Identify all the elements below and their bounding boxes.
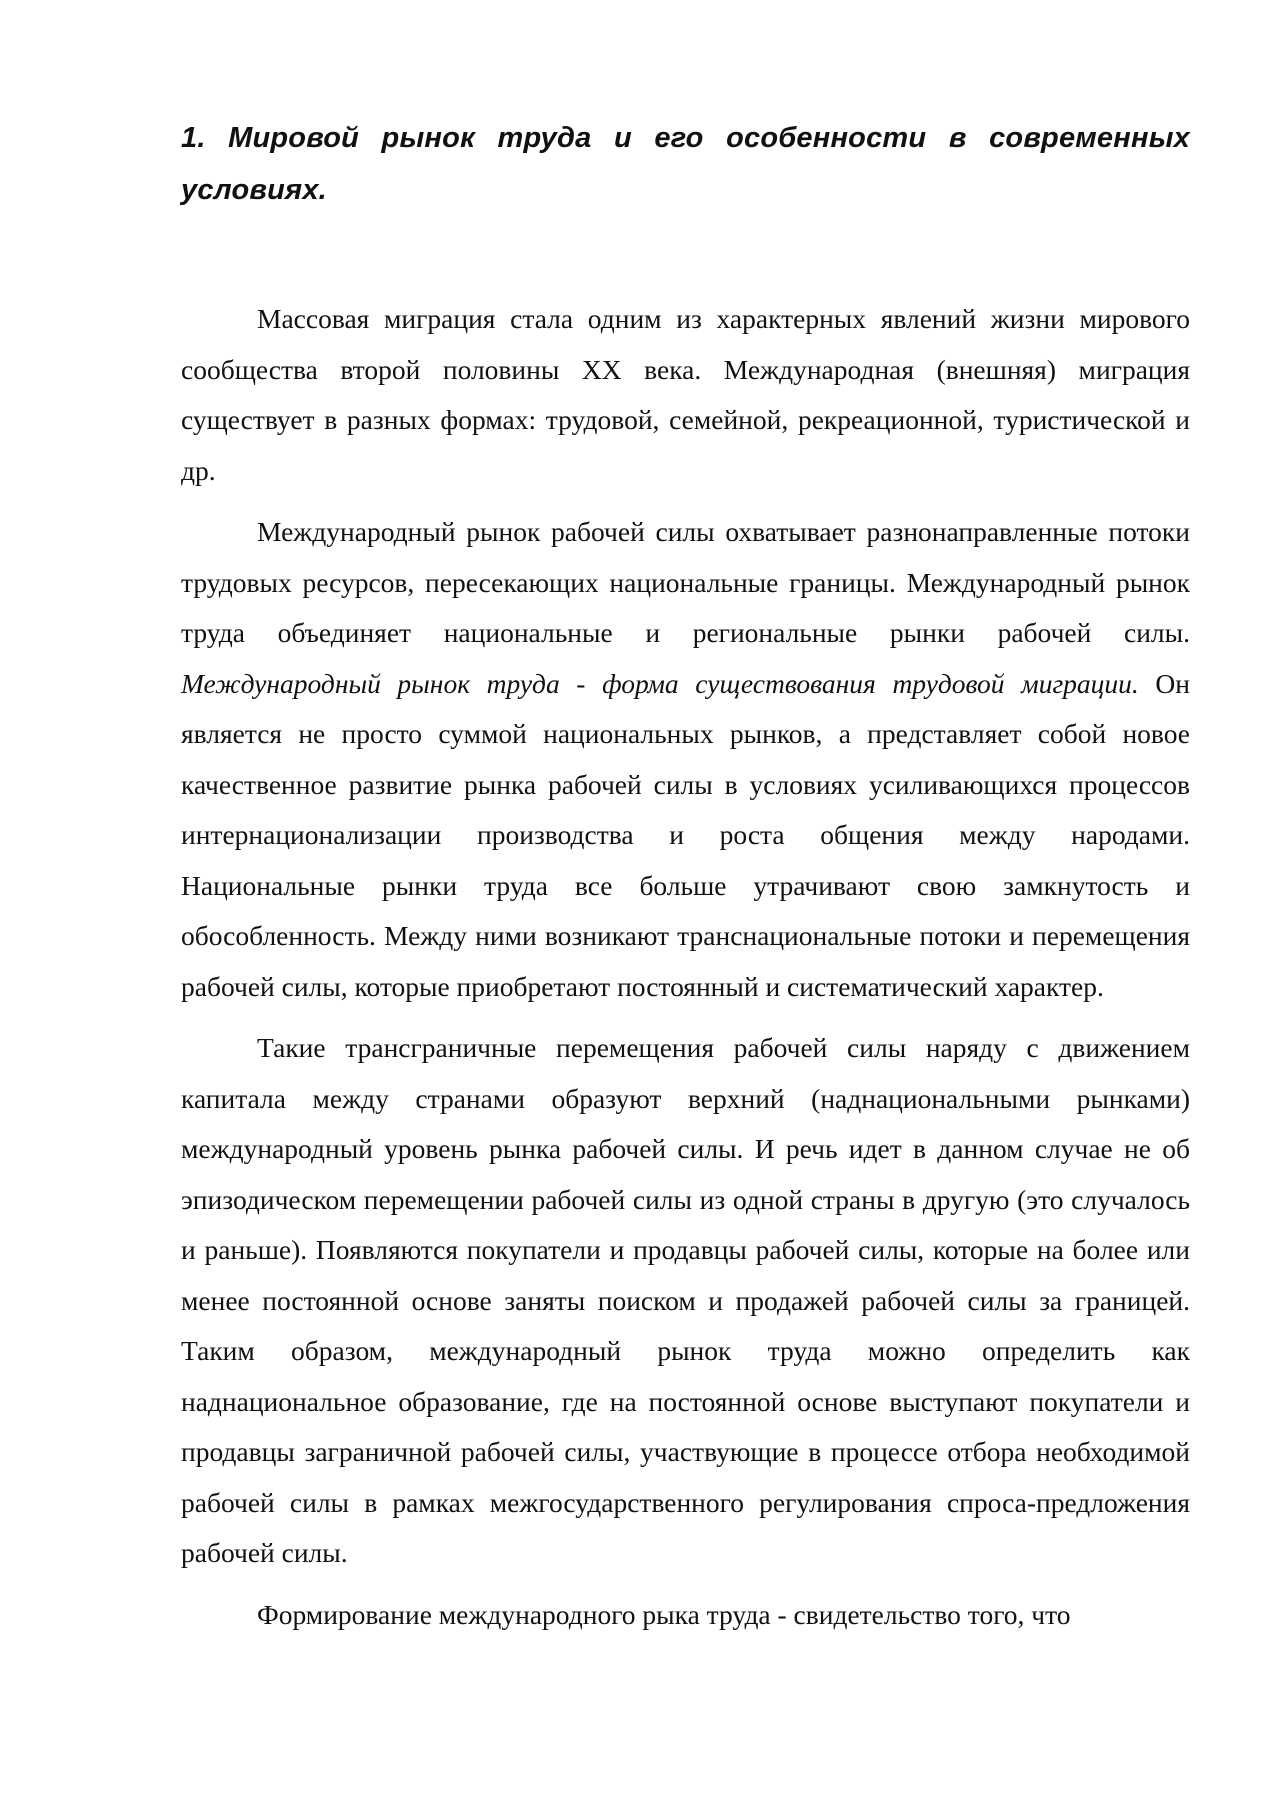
paragraph-cross-border-movement: Такие трансграничные перемещения рабочей силы наряду с движением капитала между странами образуют верхний (наднациональными рынками) международный уровень рынка рабочей силы. И речь идет в данном случае не об эпизодическом перемещении рабочей силы из одной страны в другую (это случалось и раньше). Появляются покупатели и продавцы рабочей силы, которые на более или менее постоянной основе заняты поиском и продажей рабочей силы за границей. Таким образом, международный рынок труда можно определить как наднациональное образование, где на постоянной основе выступают покупатели и продавцы заграничной рабочей силы, участвующие в процессе отбора необходимой рабочей силы в рамках межгосударственного регулирования спроса-предложения рабочей силы. <box>181 1032 1190 1568</box>
paragraph-text: Он является не просто суммой национальных рынков, а представляет собой новое качественное развитие рынка рабочей силы в условиях усиливающихся процессов интернационализации производства и роста общения между народами. Национальные рынки труда все больше утрачивают свою замкнутость и обособленность. Между ними возникают транснациональные потоки и перемещения рабочей силы, которые приобретают постоянный и систематический характер. <box>181 667 1190 1002</box>
document-body <box>181 112 1190 1640</box>
paragraph-international-labor-market <box>181 507 1190 1012</box>
paragraph-text: Международный рынок рабочей силы охватывает разнонаправленные потоки трудовых ресурсов, пересекающих национальные границы. Международный рынок труда объединяет национальные и региональные рынки рабочей силы. <box>181 516 1190 648</box>
section-heading: 1. Мировой рынок труда и его особенности в современных условиях. <box>181 122 1190 206</box>
paragraph-mass-migration: Массовая миграция стала одним из характерных явлений жизни мирового сообщества второй половины XX века. Международная (внешняя) миграция существует в разных формах: трудовой, семейной, рекреационной, туристической и др. <box>181 303 1190 486</box>
italic-definition: Международный рынок труда - форма существования трудовой миграции. <box>181 667 1139 699</box>
paragraph-formation: Формирование международного рыка труда - свидетельство того, что <box>257 1598 1071 1630</box>
